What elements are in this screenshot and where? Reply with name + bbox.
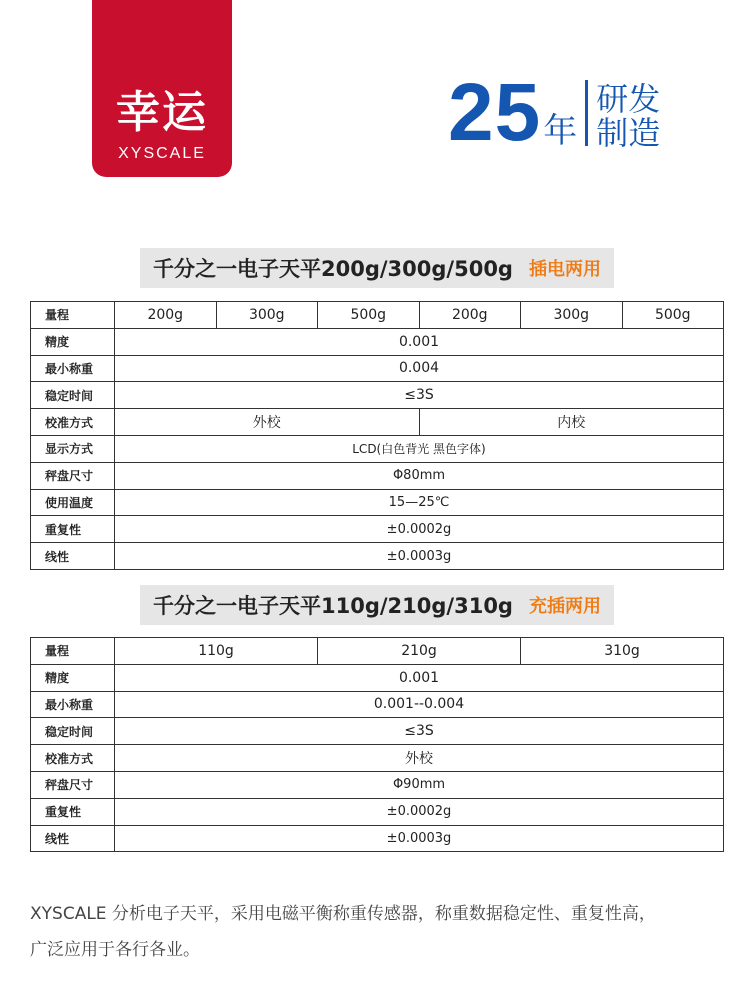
- row-label: 稳定时间: [31, 718, 115, 745]
- row-label: 线性: [31, 543, 115, 570]
- row-label: 重复性: [31, 798, 115, 825]
- table-row: [31, 302, 724, 329]
- section2-title: 千分之一电子天平110g/210g/310g: [153, 594, 513, 618]
- range-cell: 300g: [216, 302, 318, 329]
- row-value: 0.004: [115, 355, 724, 382]
- table-row: [31, 664, 724, 691]
- row-label: 校准方式: [31, 409, 115, 436]
- section2-tag: 充插两用: [528, 596, 601, 617]
- row-label: 量程: [31, 638, 115, 665]
- row-value: 外校: [115, 745, 724, 772]
- row-label: 显示方式: [31, 435, 115, 462]
- row-value: ±0.0003g: [115, 825, 724, 852]
- section2-heading: [140, 585, 614, 625]
- years-text: [596, 82, 660, 150]
- row-label: 使用温度: [31, 489, 115, 516]
- row-value: 15—25℃: [115, 489, 724, 516]
- row-label: 稳定时间: [31, 382, 115, 409]
- range-cell: 200g: [419, 302, 521, 329]
- years-line2: 制造: [596, 114, 661, 152]
- table-row: [31, 516, 724, 543]
- description-line1: XYSCALE 分析电子天平，采用电磁平衡称重传感器，称重数据稳定性、重复性高，: [30, 904, 656, 924]
- row-value: ≤3S: [115, 718, 724, 745]
- section1-spec-table: [30, 301, 724, 570]
- logo-brush-text: 幸运: [116, 87, 208, 138]
- row-label: 精度: [31, 328, 115, 355]
- row-value: 0.001: [115, 664, 724, 691]
- row-value: ±0.0002g: [115, 516, 724, 543]
- section1-tag: 插电两用: [528, 259, 601, 280]
- brand-logo: [92, 0, 232, 177]
- logo-brand-name: XYSCALE: [118, 145, 206, 162]
- years-badge: [448, 67, 661, 159]
- table-row: [31, 355, 724, 382]
- years-line1: 研发: [596, 80, 661, 118]
- calibration-internal: 内校: [419, 409, 724, 436]
- product-description: [30, 896, 730, 968]
- table-row: [31, 462, 724, 489]
- table-row: [31, 328, 724, 355]
- row-value: ≤3S: [115, 382, 724, 409]
- table-row: [31, 771, 724, 798]
- row-value: 0.001--0.004: [115, 691, 724, 718]
- range-cell: 200g: [115, 302, 217, 329]
- row-label: 最小称重: [31, 691, 115, 718]
- range-cell: 310g: [521, 638, 724, 665]
- row-label: 校准方式: [31, 745, 115, 772]
- table-row: [31, 543, 724, 570]
- table-row: [31, 435, 724, 462]
- calibration-external: 外校: [115, 409, 420, 436]
- row-label: 量程: [31, 302, 115, 329]
- row-value: ±0.0003g: [115, 543, 724, 570]
- section2-spec-table: [30, 637, 724, 852]
- table-row: [31, 691, 724, 718]
- table-row: [31, 825, 724, 852]
- row-label: 精度: [31, 664, 115, 691]
- range-cell: 500g: [318, 302, 420, 329]
- table-row: [31, 382, 724, 409]
- table-row: [31, 409, 724, 436]
- section1-heading: [140, 248, 614, 288]
- row-label: 秤盘尺寸: [31, 462, 115, 489]
- years-divider: [585, 80, 588, 146]
- range-cell: 300g: [521, 302, 623, 329]
- range-cell: 210g: [318, 638, 521, 665]
- row-label: 秤盘尺寸: [31, 771, 115, 798]
- section1-title: 千分之一电子天平200g/300g/500g: [153, 257, 513, 281]
- range-cell: 110g: [115, 638, 318, 665]
- row-value: ±0.0002g: [115, 798, 724, 825]
- table-row: [31, 798, 724, 825]
- row-value: LCD(白色背光 黑色字体): [115, 435, 724, 462]
- table-row: [31, 489, 724, 516]
- table-row: [31, 718, 724, 745]
- row-value: Φ80mm: [115, 462, 724, 489]
- table-row: [31, 745, 724, 772]
- years-unit: 年: [543, 111, 578, 151]
- table-row: [31, 638, 724, 665]
- description-line2: 广泛应用于各行各业。: [30, 940, 200, 960]
- row-value: Φ90mm: [115, 771, 724, 798]
- range-cell: 500g: [622, 302, 724, 329]
- row-label: 线性: [31, 825, 115, 852]
- years-number: 25: [448, 67, 542, 159]
- row-label: 最小称重: [31, 355, 115, 382]
- row-value: 0.001: [115, 328, 724, 355]
- row-label: 重复性: [31, 516, 115, 543]
